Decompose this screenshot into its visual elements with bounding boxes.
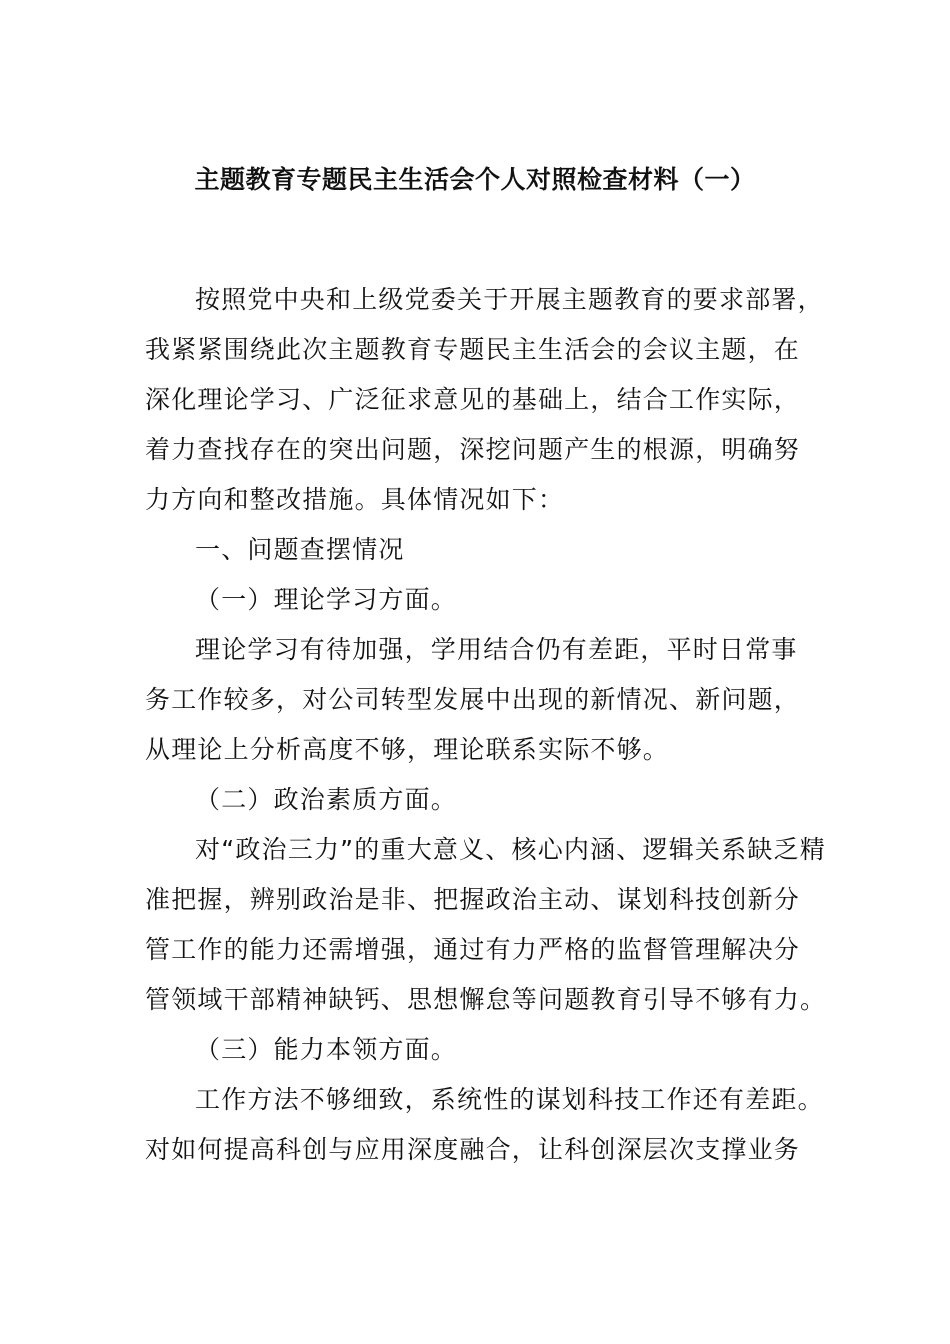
paragraph-line: 对如何提高科创与应用深度融合，让科创深层次支撑业务 (145, 1135, 801, 1164)
paragraph-line: 管领域干部精神缺钙、思想懈怠等问题教育引导不够有力。 (145, 985, 827, 1014)
section-heading: 一、问题查摆情况 (195, 535, 405, 564)
paragraph-line: 务工作较多，对公司转型发展中出现的新情况、新问题， (145, 685, 801, 714)
paragraph-line: 深化理论学习、广泛征求意见的基础上，结合工作实际， (145, 385, 801, 414)
subsection-heading: （一）理论学习方面。 (195, 585, 458, 614)
paragraph-line: 准把握，辨别政治是非、把握政治主动、谋划科技创新分 (145, 885, 801, 914)
paragraph-line: 工作方法不够细致，系统性的谋划科技工作还有差距。 (195, 1085, 824, 1114)
paragraph-line: 着力查找存在的突出问题，深挖问题产生的根源，明确努 (145, 435, 801, 464)
paragraph-line: 对“政治三力”的重大意义、核心内涵、逻辑关系缺乏精 (195, 835, 826, 864)
paragraph-line: 力方向和整改措施。具体情况如下： (145, 485, 565, 514)
paragraph-line: 理论学习有待加强，学用结合仍有差距，平时日常事 (195, 635, 798, 664)
subsection-heading: （三）能力本领方面。 (195, 1035, 458, 1064)
paragraph-line: 从理论上分析高度不够，理论联系实际不够。 (145, 735, 670, 764)
document-title: 主题教育专题民主生活会个人对照检查材料（一） (194, 165, 756, 194)
subsection-heading: （二）政治素质方面。 (195, 785, 458, 814)
paragraph-line: 按照党中央和上级党委关于开展主题教育的要求部署， (195, 285, 824, 314)
paragraph-line: 我紧紧围绕此次主题教育专题民主生活会的会议主题，在 (145, 335, 801, 364)
paragraph-line: 管工作的能力还需增强，通过有力严格的监督管理解决分 (145, 935, 801, 964)
